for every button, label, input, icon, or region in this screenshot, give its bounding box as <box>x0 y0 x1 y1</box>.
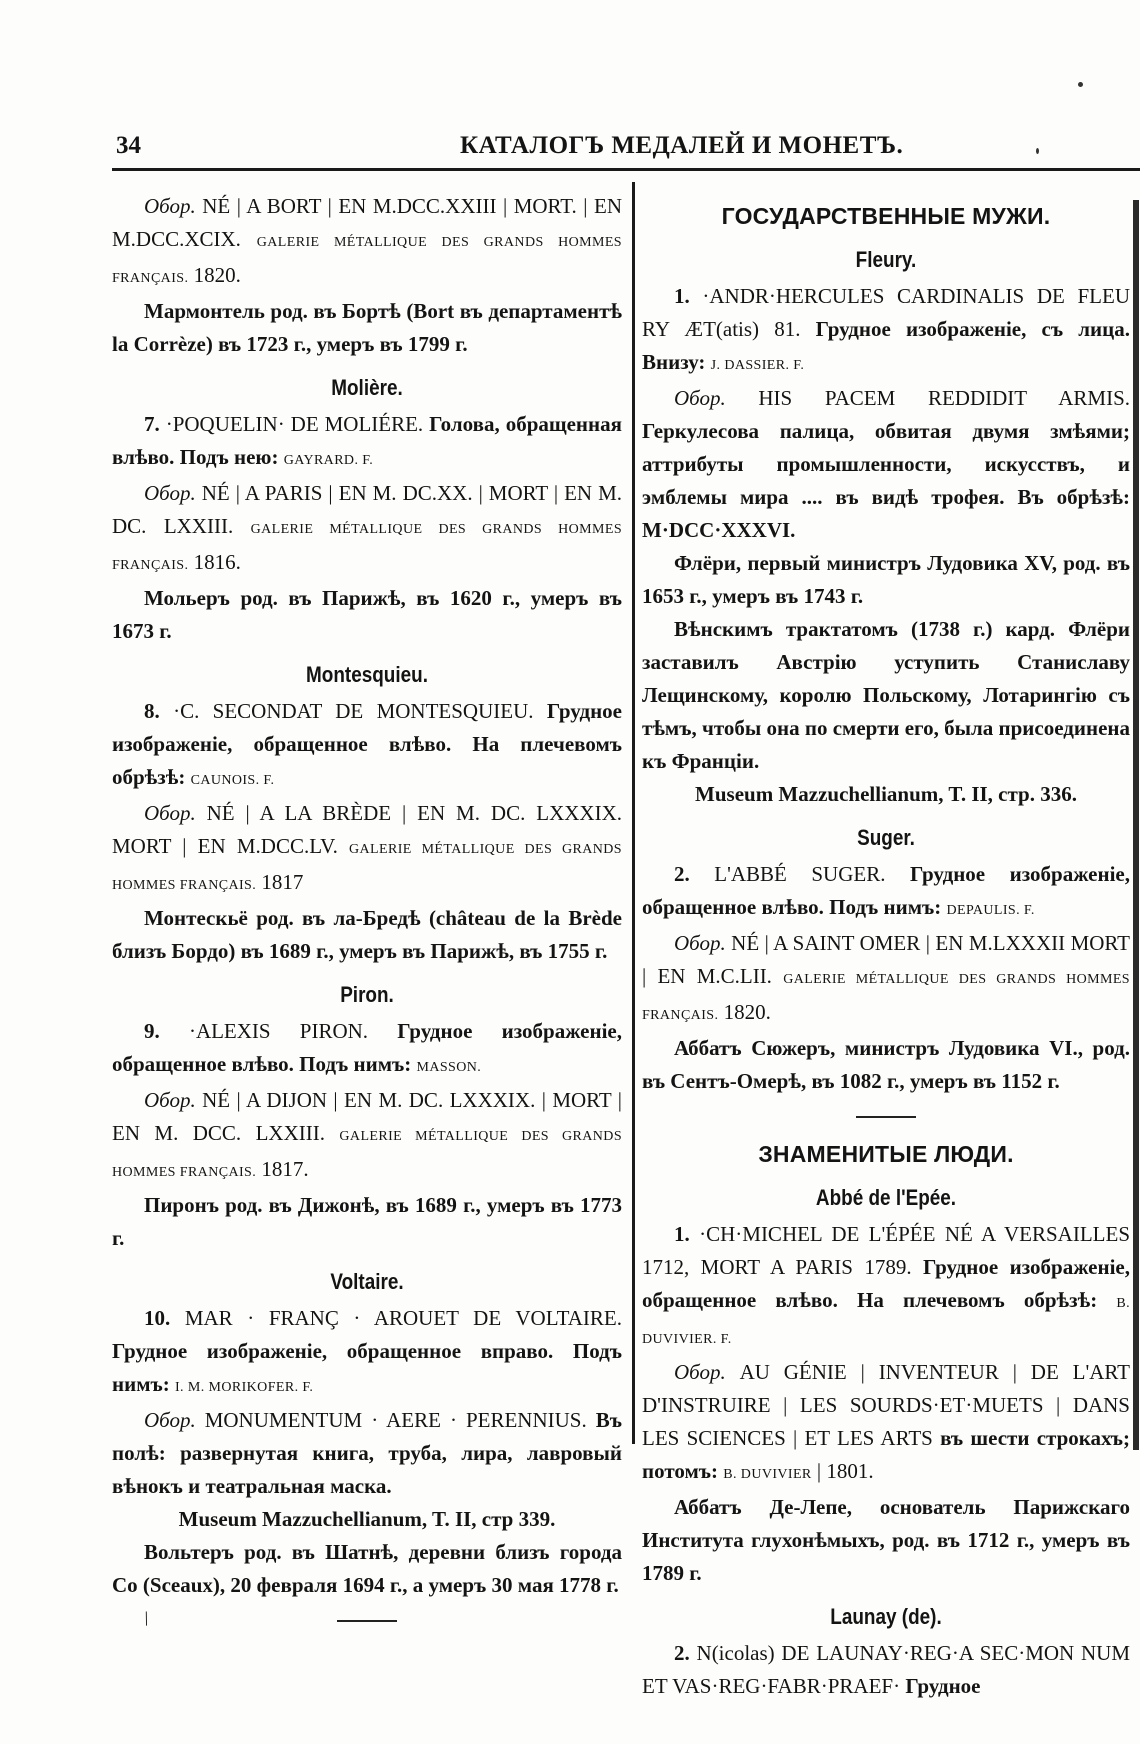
page-number: 34 <box>116 132 141 159</box>
heading-piron: Piron. <box>340 982 394 1007</box>
heading-suger: Suger. <box>857 825 915 850</box>
speck <box>1036 148 1039 154</box>
heading-launay: Launay (de). <box>830 1604 942 1629</box>
moliere-note: Мольеръ род. въ Парижѣ, въ 1620 г., умеръ въ 1673 г. <box>112 586 622 643</box>
piron-note: Пиронъ род. въ Дижонѣ, въ 1689 г., умеръ въ 1773 г. <box>112 1193 622 1250</box>
section-heading-statesmen: ГОСУДАРСТВЕННЫЕ МУЖИ. <box>721 203 1051 229</box>
fleury-entry: 1. ·ANDR·HERCULES CARDINALIS DE FLEU RY ÆT(atis) 81. Грудное изображеніе, съ лица. Внизу: J. DASSIER. F. <box>642 284 1130 374</box>
epee-avers: Обор. AU GÉNIE | INVENTEUR | DE L'ART D'INSTRUIRE | LES SOURDS·ET·MUETS | DANS LES SCIENCES | ET LES ARTS въ шести строкахъ; потомъ: B. DUVIVIER | 1801. <box>642 1360 1130 1483</box>
heading-fleury: Fleury. <box>855 247 917 272</box>
epee-entry: 1. ·CH·MICHEL DE L'ÉPÉE NÉ A VERSAILLES 1712, MORT A PARIS 1789. Грудное изображеніе, обращенное влѣво. На плечевомъ обрѣзѣ: B. DUVIVIER. F. <box>642 1222 1130 1347</box>
suger-avers: Обор. NÉ | A SAINT OMER | EN M.LXXXII MORT | EN M.C.LII. GALERIE MÉTALLIQUE DES GRANDS HOMMES FRANÇAIS. 1820. <box>642 931 1130 1024</box>
piron-entry: 9. ·ALEXIS PIRON. Грудное изображеніе, обращенное влѣво. Подъ нимъ: MASSON. <box>112 1019 622 1076</box>
piron-avers: Обор. NÉ | A DIJON | EN M. DC. LXXXIX. | MORT | EN M. DCC. LXXIII. GALERIE MÉTALLIQUE DES GRANDS HOMMES FRANÇAIS. 1817. <box>112 1088 622 1181</box>
column-rule <box>632 182 635 1444</box>
heading-moliere: Molière. <box>331 375 403 400</box>
left-column <box>112 190 622 1642</box>
fleury-source: Museum Mazzuchellianum, T. II, стр. 336. <box>695 782 1077 806</box>
fleury-avers: Обор. HIS PACEM REDDIDIT ARMIS. Геркулесова палица, обвитая двумя змѣями; аттрибуты промышленности, искусствъ, и эмблемы мира .... въ видѣ трофея. Въ обрѣзѣ: M·DCC·XXXVI. <box>642 386 1130 542</box>
moliere-entry: 7. ·POQUELIN· DE MOLIÉRE. Голова, обращенная влѣво. Подъ нею: GAYRARD. F. <box>112 412 622 469</box>
heading-voltaire: Voltaire. <box>330 1269 404 1294</box>
voltaire-avers: Обор. MONUMENTUM · AERE · PERENNIUS. Въ полѣ: развернутая книга, труба, лира, лавровый вѣнокъ и театральная маска. <box>112 1408 623 1498</box>
heading-epee: Abbé de l'Epée. <box>815 1185 957 1210</box>
section-rule <box>856 1116 916 1118</box>
voltaire-source: Museum Mazzuchellianum, T. II, стр 339. <box>178 1507 556 1531</box>
marmontel-avers: Обор. NÉ | A BORT | EN M.DCC.XXIII | MORT. | EN M.DCC.XCIX. GALERIE MÉTALLIQUE DES GRANDS HOMMES FRANÇAIS. 1820. <box>112 194 622 287</box>
montesquieu-note: Монтескьё род. въ ла-Бредѣ (château de la Brède близъ Бордо) въ 1689 г., умеръ въ Парижѣ, въ 1755 г. <box>112 906 622 963</box>
moliere-avers: Обор. NÉ | A PARIS | EN M. DC.XX. | MORT | EN M. DC. LXXIII. GALERIE MÉTALLIQUE DES GRANDS HOMMES FRANÇAIS. 1816. <box>112 481 623 574</box>
running-title: КАТАЛОГЪ МЕДАЛЕЙ И МОНЕТЪ. <box>460 132 904 159</box>
page-edge-shadow <box>1133 200 1139 1450</box>
heading-montesquieu: Montesquieu. <box>306 662 428 687</box>
suger-entry: 2. L'ABBÉ SUGER. Грудное изображеніе, обращенное влѣво. Подъ нимъ: DEPAULIS. F. <box>642 862 1130 919</box>
launay-entry: 2. N(icolas) DE LAUNAY·REG·A SEC·MON NUM ET VAS·REG·FABR·PRAEF· Грудное <box>642 1641 1130 1698</box>
section-heading-famous-people: ЗНАМЕНИТЫЕ ЛЮДИ. <box>758 1141 1014 1167</box>
voltaire-note: Вольтеръ род. въ Шатнѣ, деревни близъ города Co (Sceaux), 20 февраля 1694 г., а умеръ 30 мая 1778 г. <box>112 1540 622 1597</box>
marmontel-note: Мармонтель род. въ Бортѣ (Bort въ департаментѣ la Corrèze) въ 1723 г., умеръ въ 1799 г. <box>112 299 622 356</box>
fleury-note-2: Вѣнскимъ трактатомъ (1738 г.) кард. Флёри заставилъ Австрію уступить Станиславу Лещинскому, королю Польскому, Лотарингію съ тѣмъ, чтобы она по смерти его, была присоединена къ Франціи. <box>642 617 1130 773</box>
section-end-rule <box>337 1620 397 1622</box>
voltaire-entry: 10. MAR · FRANÇ · AROUET DE VOLTAIRE. Грудное изображеніе, обращенное вправо. Подъ нимъ: I. M. MORIKOFER. F. <box>112 1306 622 1396</box>
speck <box>1078 82 1083 87</box>
fleury-note-1: Флёри, первый министръ Лудовика XV, род. въ 1653 г., умеръ въ 1743 г. <box>642 551 1130 608</box>
right-column <box>642 190 1130 1703</box>
pencil-mark: / <box>140 1607 153 1631</box>
montesquieu-avers: Обор. NÉ | A LA BRÈDE | EN M. DC. LXXXIX. MORT | EN M.DCC.LV. GALERIE MÉTALLIQUE DES GRANDS HOMMES FRANÇAIS. 1817 <box>112 801 622 894</box>
montesquieu-entry: 8. ·C. SECONDAT DE MONTESQUIEU. Грудное изображеніе, обращенное влѣво. На плечевомъ обрѣзѣ: CAUNOIS. F. <box>112 699 622 789</box>
header-rule <box>112 168 1140 171</box>
epee-note: Аббатъ Де-Лепе, основатель Парижскаго Института глухонѣмыхъ, род. въ 1712 г., умеръ въ 1789 г. <box>642 1495 1130 1585</box>
suger-note: Аббатъ Сюжеръ, министръ Лудовика VI., род. въ Сентъ-Омерѣ, въ 1082 г., умеръ въ 1152 г. <box>642 1036 1130 1093</box>
